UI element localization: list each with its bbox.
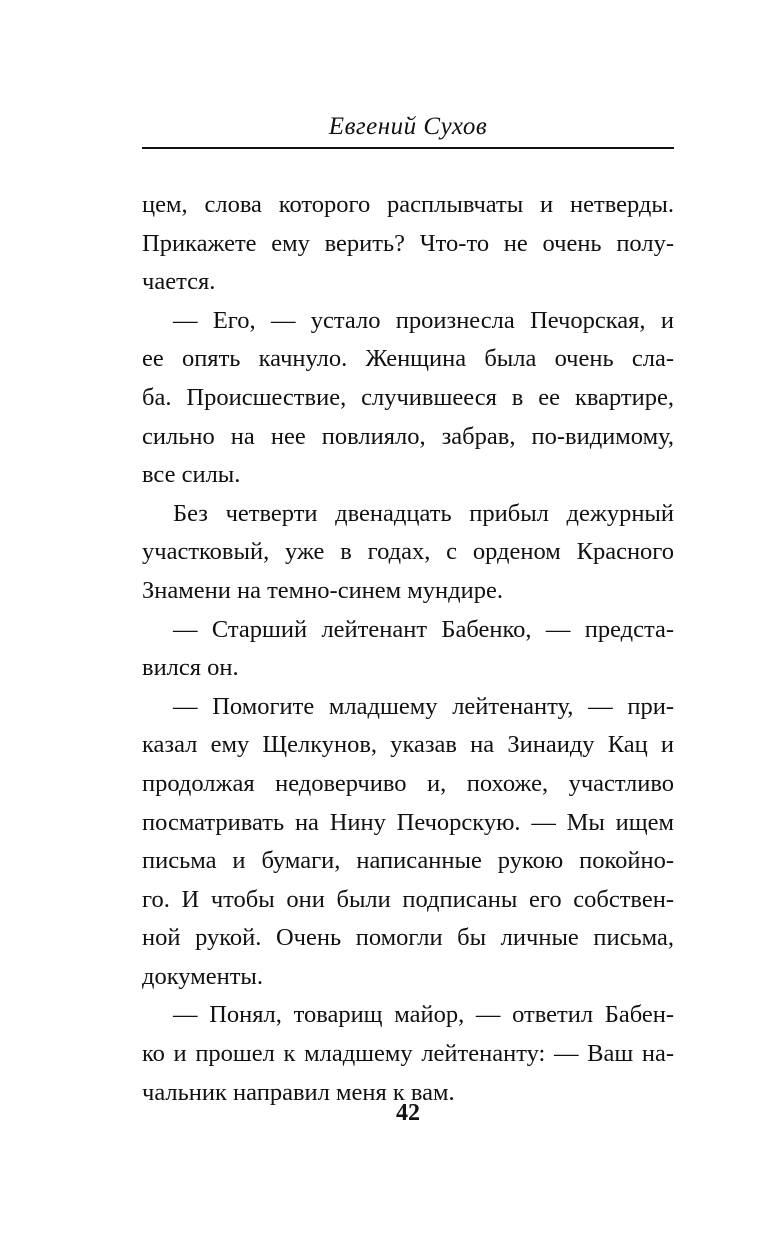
text-line: документы. <box>142 962 263 990</box>
text-line: сильно на нее повлияло, забрав, по-видимому, <box>142 422 674 450</box>
text-line: цем, слова которого расплывчаты и нетверды. <box>142 191 674 218</box>
page-number: 42 <box>396 1100 420 1126</box>
text-line: участковый, уже в годах, с орденом Красного <box>142 538 674 566</box>
text-line: чальник направил меня к вам. <box>142 1078 455 1106</box>
text-line: ко и прошел к младшему лейтенанту: — Ваш на- <box>142 1040 674 1068</box>
paragraph <box>142 611 674 688</box>
text-line: чается. <box>142 268 216 296</box>
text-line: письма и бумаги, написанные рукою покойно- <box>142 847 674 875</box>
text-line: вился он. <box>142 654 239 682</box>
header-rule <box>142 147 674 149</box>
running-head-author: Евгений Сухов <box>328 113 488 140</box>
paragraph <box>142 302 674 495</box>
paragraph <box>142 186 674 302</box>
text-line: — Старший лейтенант Бабенко, — предста- <box>173 615 674 643</box>
text-line: ее опять качнуло. Женщина была очень сла- <box>142 345 674 373</box>
text-line: посматривать на Нину Печорскую. — Мы ищем <box>142 808 674 836</box>
text-line: Прикажете ему верить? Что-то не очень полу- <box>142 229 674 257</box>
text-line: — Понял, товарищ майор, — ответил Бабен- <box>173 1001 674 1029</box>
text-line: казал ему Щелкунов, указав на Зинаиду Кац и <box>142 731 674 759</box>
body-text <box>142 186 674 1112</box>
text-line: все силы. <box>142 461 241 489</box>
text-line: — Его, — устало произнесла Печорская, и <box>173 306 674 334</box>
text-line: Без четверти двенадцать прибыл дежурный <box>173 499 674 527</box>
text-line: ба. Происшествие, случившееся в ее квартире, <box>142 383 674 411</box>
text-line: ной рукой. Очень помогли бы личные письма, <box>142 924 674 952</box>
text-line: го. И чтобы они были подписаны его собствен- <box>142 885 674 913</box>
text-line: продолжая недоверчиво и, похоже, участливо <box>142 769 674 797</box>
paragraph <box>142 688 674 997</box>
text-line: Знамени на темно-синем мундире. <box>142 576 503 604</box>
text-line: — Помогите младшему лейтенанту, — при- <box>173 692 674 720</box>
paragraph <box>142 996 674 1112</box>
paragraph <box>142 495 674 611</box>
